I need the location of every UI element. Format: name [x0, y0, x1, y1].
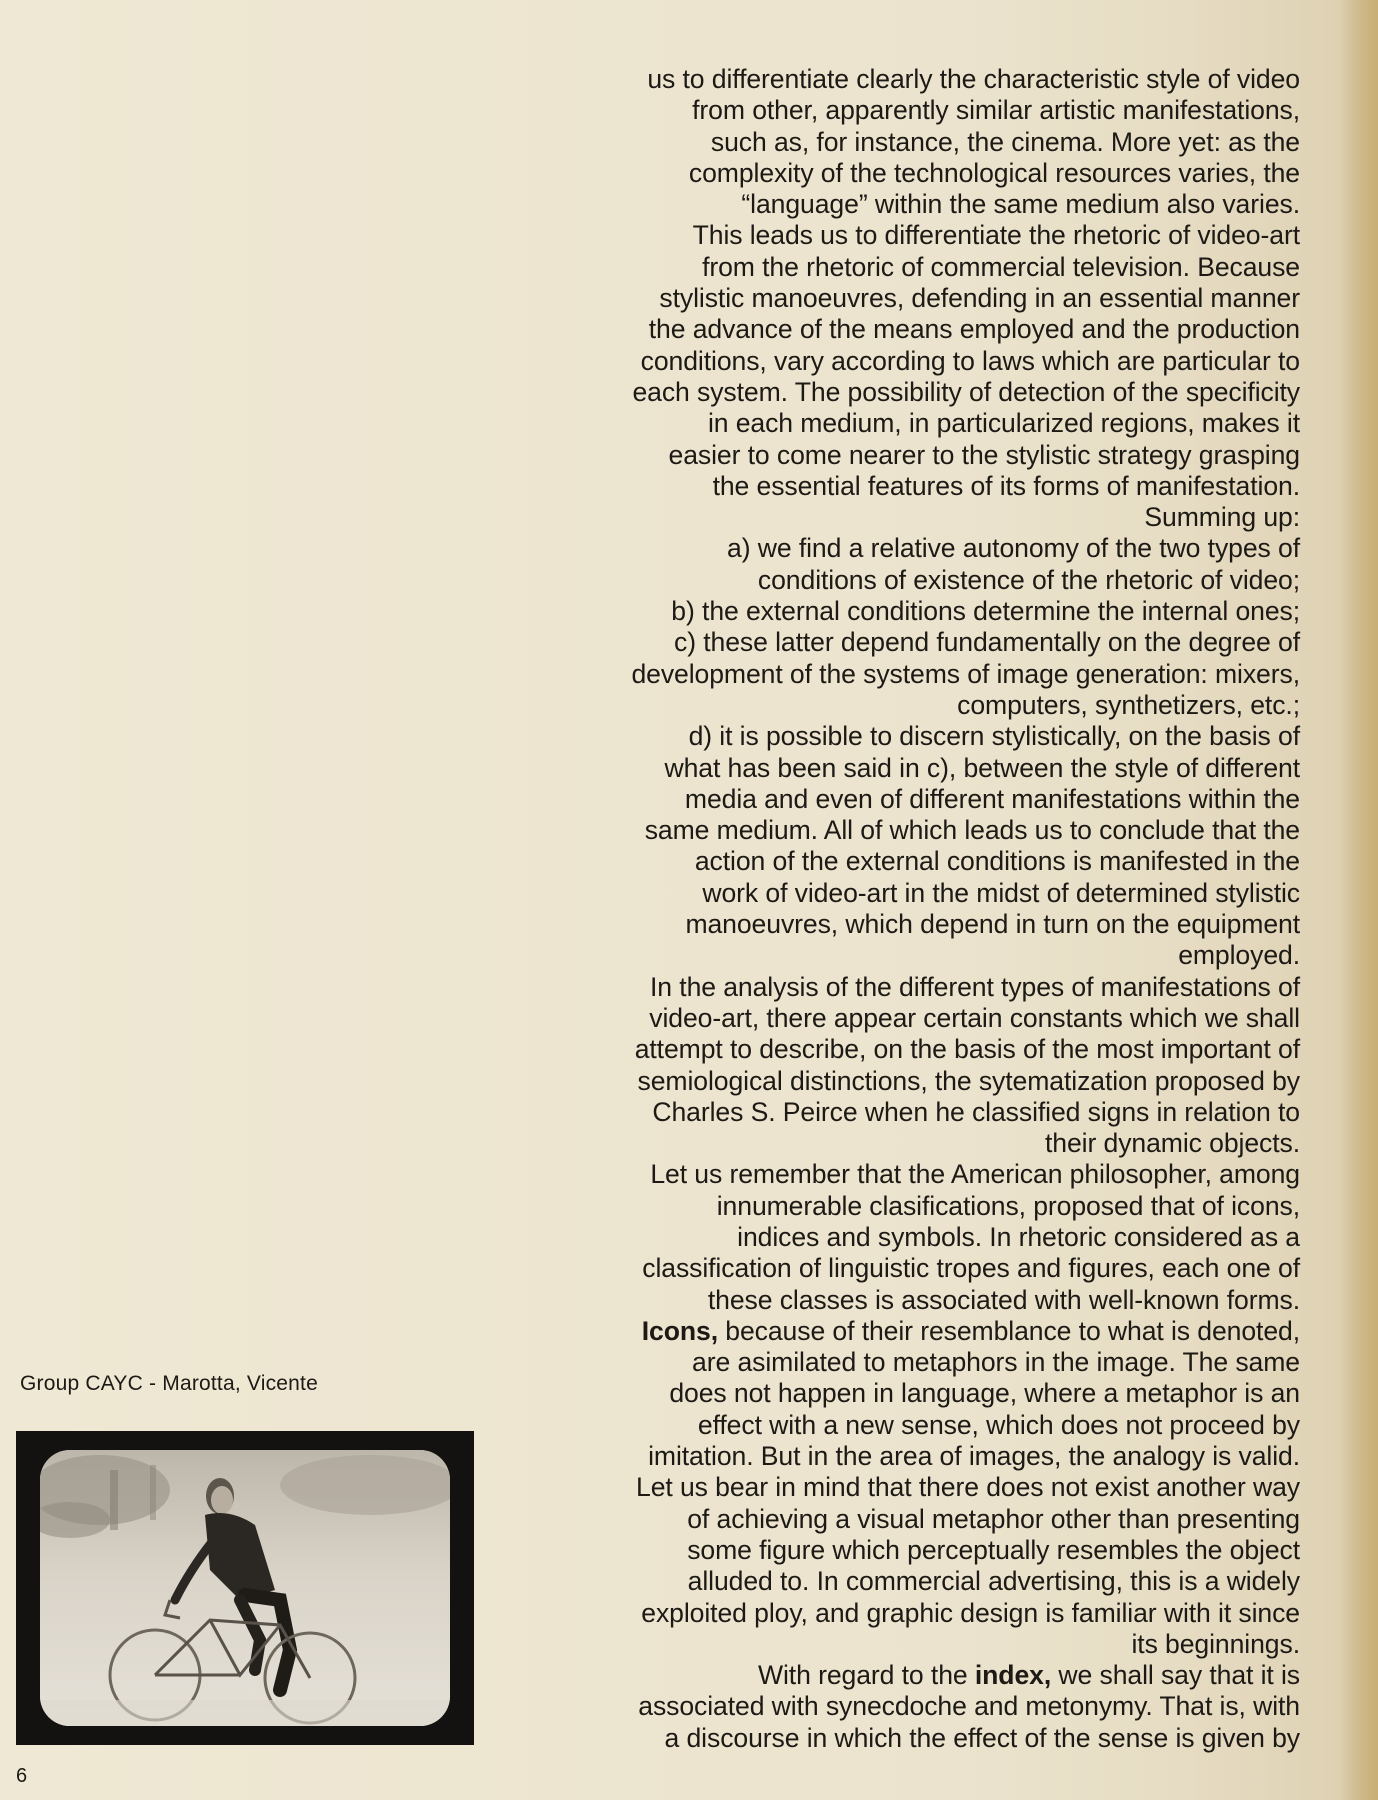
- text-line: classification of linguistic tropes and figures, each one of: [642, 1253, 1300, 1284]
- text-line: imitation. But in the area of images, the analogy is valid.: [648, 1441, 1300, 1472]
- text-line: does not happen in language, where a metaphor is an: [669, 1378, 1300, 1409]
- text-line: Let us bear in mind that there does not exist another way: [636, 1472, 1300, 1503]
- text-line: attempt to describe, on the basis of the most important of: [634, 1034, 1300, 1065]
- text-line: these classes is associated with well-known forms.: [707, 1284, 1300, 1315]
- text-line: of achieving a visual metaphor other than presenting: [687, 1503, 1300, 1534]
- text-fragment: because of their resemblance to what is denoted,: [718, 1315, 1300, 1346]
- text-line: stylistic manoeuvres, defending in an essential manner: [659, 283, 1300, 314]
- text-line: Let us remember that the American philosopher, among: [650, 1159, 1300, 1190]
- video-still-frame: [16, 1431, 474, 1745]
- page-number: 6: [16, 1765, 28, 1787]
- text-line: Charles S. Peirce when he classified signs in relation to: [652, 1096, 1300, 1127]
- text-line: the advance of the means employed and the production: [648, 314, 1300, 345]
- index-paragraph-first-line: [500, 1660, 1300, 1691]
- text-line: same medium. All of which leads us to conclude that the: [644, 815, 1300, 846]
- text-fragment: With regard to the: [758, 1660, 975, 1691]
- text-line: from the rhetoric of commercial television. Because: [702, 251, 1300, 282]
- video-still-photo: [40, 1450, 450, 1726]
- photo-caption: Group CAYC - Marotta, Vicente: [20, 1372, 318, 1395]
- text-line: This leads us to differentiate the rhetoric of video-art: [692, 220, 1300, 251]
- text-line: from other, apparently similar artistic manifestations,: [692, 95, 1300, 126]
- text-line: development of the systems of image generation: mixers,: [631, 658, 1300, 689]
- text-line: a discourse in which the effect of the sense is given by: [664, 1722, 1300, 1753]
- text-line: media and even of different manifestations within the: [684, 783, 1300, 814]
- icons-term: Icons,: [641, 1315, 718, 1346]
- text-line: conditions of existence of the rhetoric of video;: [757, 564, 1300, 595]
- text-line: complexity of the technological resources varies, the: [688, 157, 1300, 188]
- text-line: its beginnings.: [1131, 1628, 1300, 1659]
- text-line: us to differentiate clearly the characteristic style of video: [647, 64, 1300, 94]
- text-line: exploited ploy, and graphic design is familiar with it since: [641, 1597, 1300, 1628]
- text-line: each system. The possibility of detection of the specificity: [632, 376, 1300, 407]
- text-line: such as, for instance, the cinema. More yet: as the: [710, 126, 1300, 157]
- text-line: in each medium, in particularized regions, makes it: [707, 408, 1300, 439]
- page-edge-shadow: [1338, 0, 1378, 1800]
- cyclist-photo-illustration: [40, 1450, 450, 1726]
- text-line: are asimilated to metaphors in the image. The same: [692, 1347, 1300, 1378]
- text-line: In the analysis of the different types of manifestations of: [650, 971, 1300, 1002]
- text-line: employed.: [1178, 940, 1300, 971]
- text-line: Summing up:: [1144, 502, 1300, 533]
- text-line: effect with a new sense, which does not proceed by: [697, 1409, 1300, 1440]
- text-line: easier to come nearer to the stylistic strategy grasping: [668, 439, 1300, 470]
- text-line: work of video-art in the midst of determined stylistic: [702, 877, 1300, 908]
- text-line: some figure which perceptually resembles the object: [687, 1534, 1300, 1565]
- index-term: index,: [974, 1660, 1052, 1691]
- text-line: manoeuvres, which depend in turn on the equipment: [685, 909, 1300, 940]
- text-line: “language” within the same medium also varies.: [741, 189, 1300, 220]
- text-line: video-art, there appear certain constants which we shall: [649, 1002, 1300, 1033]
- text-line: computers, synthetizers, etc.;: [957, 689, 1300, 720]
- text-line: action of the external conditions is manifested in the: [694, 846, 1300, 877]
- body-text-column: [500, 64, 1300, 1754]
- text-line: what has been said in c), between the style of different: [664, 752, 1300, 783]
- text-line: a) we find a relative autonomy of the two types of: [727, 533, 1300, 564]
- text-fragment: we shall say that it is: [1051, 1660, 1300, 1691]
- text-line: alluded to. In commercial advertising, this is a widely: [687, 1566, 1300, 1597]
- text-line: d) it is possible to discern stylistically, on the basis of: [688, 721, 1300, 752]
- text-line: semiological distinctions, the sytematization proposed by: [637, 1065, 1300, 1096]
- text-line: conditions, vary according to laws which are particular to: [640, 345, 1300, 376]
- text-line: innumerable clasifications, proposed that of icons,: [716, 1190, 1300, 1221]
- text-line: their dynamic objects.: [1045, 1128, 1300, 1159]
- text-line: the essential features of its forms of manifestation.: [712, 470, 1300, 501]
- text-line: c) these latter depend fundamentally on the degree of: [674, 627, 1300, 658]
- icons-paragraph-first-line: [500, 1316, 1300, 1347]
- text-line: indices and symbols. In rhetoric considered as a: [737, 1221, 1300, 1252]
- text-line: associated with synecdoche and metonymy. That is, with: [638, 1691, 1300, 1722]
- text-line: b) the external conditions determine the internal ones;: [671, 596, 1300, 627]
